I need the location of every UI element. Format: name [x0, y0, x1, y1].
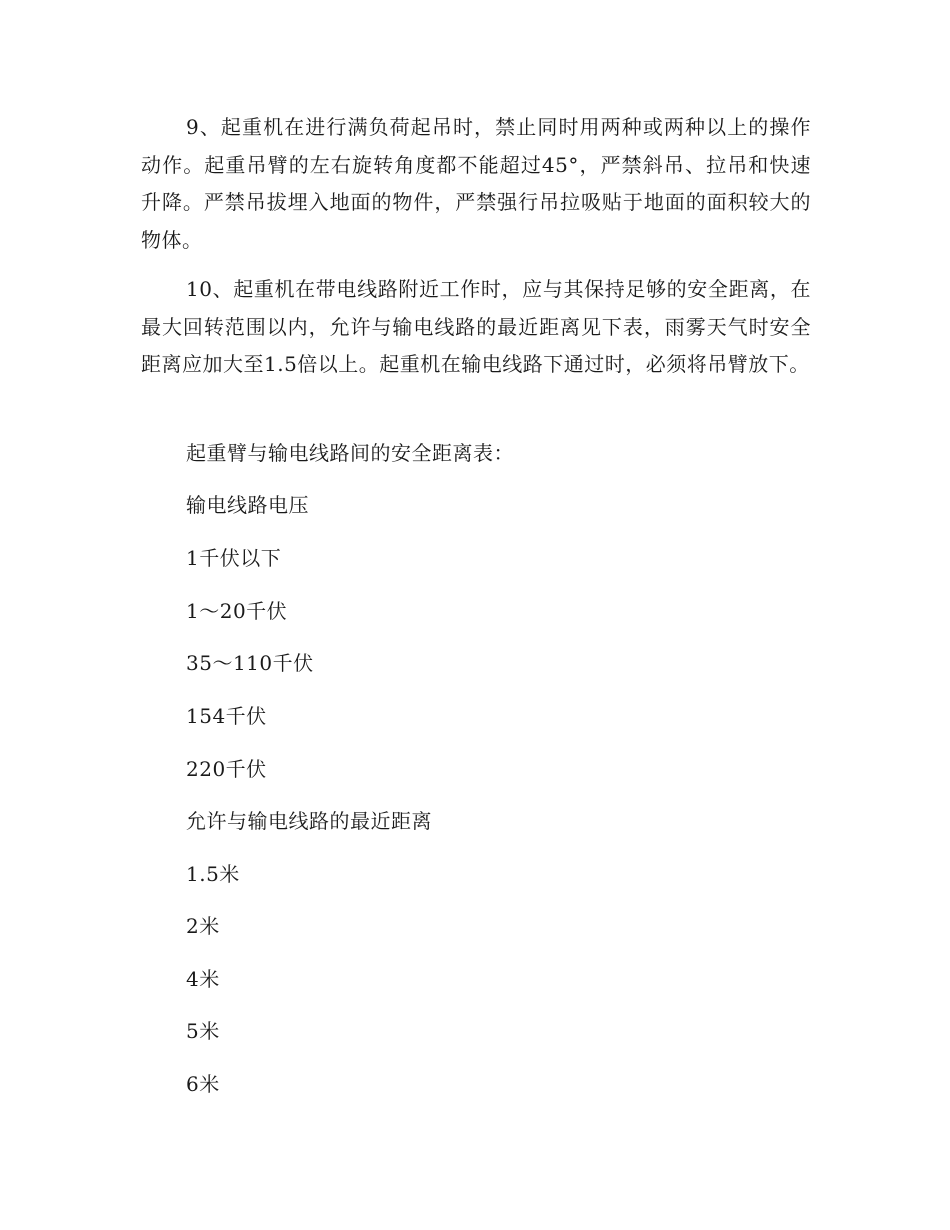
voltage-item: 1～20千伏	[186, 599, 288, 623]
distance-item: 2米	[186, 914, 220, 938]
voltage-item: 154千伏	[186, 704, 267, 728]
distance-item: 5米	[186, 1019, 220, 1043]
voltage-item: 1千伏以下	[186, 546, 282, 570]
voltage-item: 35～110千伏	[186, 651, 314, 675]
voltage-item: 220千伏	[186, 757, 267, 781]
paragraph-item-10: 10、起重机在带电线路附近工作时，应与其保持足够的安全距离，在最大回转范围以内，允许与输电线路的最近距离见下表，雨雾天气时安全距离应加大至1.5倍以上。起重机在输电线路下通过时，必须将吊臂放下。	[141, 277, 811, 376]
distance-header: 允许与输电线路的最近距离	[186, 809, 432, 833]
table-title: 起重臂与输电线路间的安全距离表：	[186, 441, 514, 465]
paragraph-item-9: 9、起重机在进行满负荷起吊时，禁止同时用两种或两种以上的操作动作。起重吊臂的左右旋转角度都不能超过45°，严禁斜吊、拉吊和快速升降。严禁吊拔埋入地面的物件，严禁强行吊拉吸贴于地面的面积较大的物体。	[141, 115, 811, 252]
distance-item: 6米	[186, 1072, 220, 1096]
distance-item: 4米	[186, 967, 220, 991]
voltage-header: 输电线路电压	[186, 493, 309, 517]
distance-item: 1.5米	[186, 862, 240, 886]
